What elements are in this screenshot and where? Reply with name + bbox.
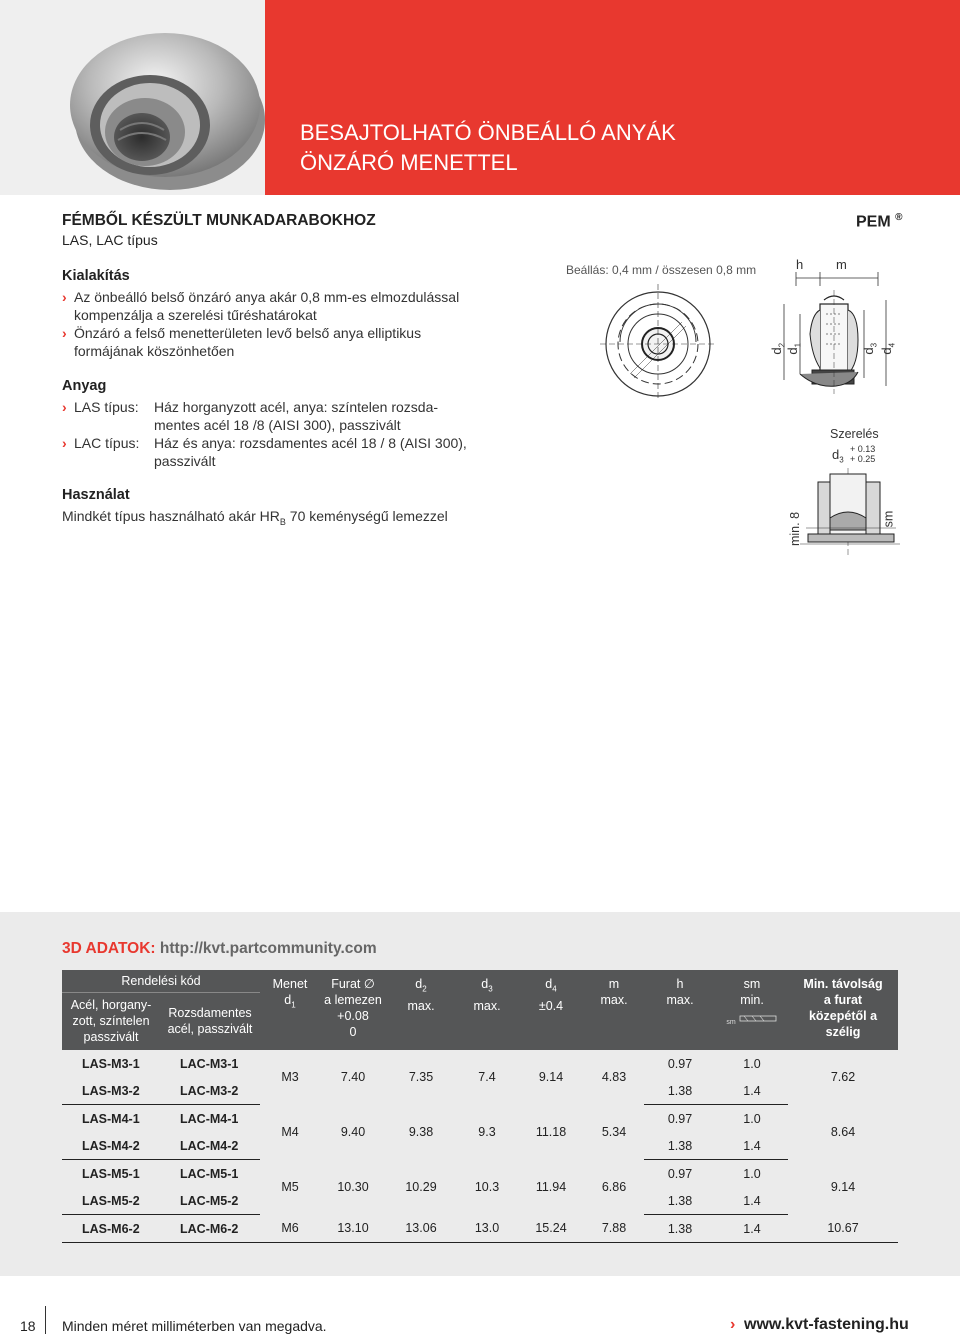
cell-las-code: LAS-M6-2 <box>62 1215 160 1243</box>
header-dist-3: közepétől a <box>808 1009 878 1023</box>
header-d3-sub: 3 <box>488 984 493 994</box>
list-item-text-cont: kompenzálja a szerelési tűréshatárokat <box>74 307 317 323</box>
cell-d3: 7.4 <box>478 1070 496 1085</box>
header-steel-2: zott, színtelen <box>72 1014 150 1029</box>
cell-d3: 13.0 <box>456 1215 518 1243</box>
cell-d4: 15.24 <box>518 1215 584 1243</box>
cell-m: 4.83 <box>601 1070 627 1085</box>
cell-min-distance: 10.67 <box>788 1215 898 1243</box>
cell-lac-code: LAC-M4-2 <box>160 1132 260 1160</box>
nut-section-drawing <box>760 270 900 400</box>
section-heading-kialakitas: Kialakítás <box>62 268 130 284</box>
install-d3-sub: 3 <box>839 455 844 465</box>
hasznalat-text <box>62 507 448 531</box>
cell-las-code: LAS-M5-2 <box>62 1187 160 1215</box>
header-menet-d-text: d <box>284 993 292 1007</box>
lac-text: Ház és anya: rozsdamentes acél 18 / 8 (AISI 300), <box>154 435 467 451</box>
table-row <box>62 1050 898 1077</box>
list-item <box>62 288 459 306</box>
footer-website-link[interactable] <box>730 1316 909 1334</box>
hasznalat-text-pre: Mindkét típus használható akár HR <box>62 508 280 524</box>
dim-d4-label <box>879 343 897 355</box>
header-steel-1: Acél, horgany- <box>70 998 152 1013</box>
bullet-arrow-icon: › <box>62 325 67 341</box>
cell-d3: 9.3 <box>478 1125 496 1139</box>
arrow-icon: › <box>730 1316 736 1333</box>
cell-las-code: LAS-M5-1 <box>82 1166 140 1181</box>
cell-sm: 1.4 <box>716 1077 788 1105</box>
header-furat <box>320 970 386 1050</box>
cell-sm: 1.0 <box>743 1111 761 1126</box>
cell-lac-code: LAC-M4-1 <box>180 1111 239 1126</box>
3d-data-url[interactable]: http://kvt.partcommunity.com <box>159 940 377 957</box>
dim-d1-sub: 1 <box>793 342 803 348</box>
cell-h: 0.97 <box>667 1111 693 1126</box>
cell-menet: M3 <box>281 1070 299 1085</box>
header-stainless-1: Rozsdamentes <box>168 1006 252 1021</box>
las-label: LAS típus: <box>74 399 139 415</box>
header-stainless-2: acél, passzivált <box>167 1022 253 1037</box>
list-item <box>62 434 542 452</box>
list-item <box>62 398 542 416</box>
cell-lac-code: LAC-M3-2 <box>160 1077 260 1105</box>
cell-sm: 1.4 <box>716 1187 788 1215</box>
header-sm-min: min. <box>740 993 764 1007</box>
header-dist-4: szélig <box>825 1025 861 1039</box>
cell-las-code: LAS-M4-1 <box>82 1111 140 1126</box>
document-title: FÉMBŐL KÉSZÜLT MUNKADARABOKHOZ <box>62 212 376 229</box>
self-clinching-nut-image <box>0 0 265 195</box>
bullet-arrow-icon: › <box>62 399 67 415</box>
cell-d3: 10.3 <box>474 1180 500 1194</box>
list-item-text: Az önbeálló belső önzáró anya akár 0,8 mm-es elmozdulással <box>74 289 460 305</box>
header-h <box>644 970 716 1050</box>
header-d2-sub: 2 <box>422 984 427 994</box>
bullet-arrow-icon: › <box>62 289 67 305</box>
cell-furat: 13.10 <box>320 1215 386 1243</box>
brand-name: PEM <box>856 213 891 231</box>
installation-label: Szerelés <box>830 427 879 441</box>
table-row <box>62 1160 898 1188</box>
cell-menet: M6 <box>260 1215 320 1243</box>
dim-d2-label <box>769 343 787 355</box>
cell-d2: 9.38 <box>408 1125 434 1139</box>
product-photo <box>0 0 265 195</box>
header-d2-max: max. <box>407 998 435 1013</box>
footer-url-text[interactable]: www.kvt-fastening.hu <box>744 1316 909 1333</box>
cell-las-code: LAS-M4-2 <box>62 1132 160 1160</box>
header-steel <box>62 992 160 1050</box>
header-menet-label: Menet <box>272 977 308 991</box>
spec-table-body <box>62 1050 898 1243</box>
header-d2-text: d <box>415 977 423 991</box>
header-furat-1: Furat ∅ <box>331 977 375 991</box>
cell-furat: 9.40 <box>340 1125 366 1139</box>
dim-d1-label <box>785 343 803 355</box>
header-steel-3: passzivált <box>83 1030 139 1045</box>
header-order-code: Rendelési kód <box>62 970 260 992</box>
document-subtitle: LAS, LAC típus <box>62 232 158 248</box>
header-sm <box>716 970 788 1050</box>
cell-las-code: LAS-M3-1 <box>82 1056 140 1071</box>
kialakitas-list <box>62 288 459 360</box>
header-furat-4: 0 <box>349 1025 357 1039</box>
cell-h: 0.97 <box>667 1056 693 1071</box>
header-d3-text: d <box>481 977 489 991</box>
cell-sm: 1.4 <box>716 1132 788 1160</box>
cell-d2: 7.35 <box>408 1070 434 1085</box>
page-title <box>300 118 676 178</box>
3d-data-label: 3D ADATOK: <box>62 940 156 957</box>
sm-symbol-icon <box>716 1014 788 1031</box>
header-d3-max: max. <box>473 998 501 1013</box>
title-line-2: ÖNZÁRÓ MENETTEL <box>300 150 518 175</box>
header-menet-d <box>260 992 320 1014</box>
bullet-arrow-icon: › <box>62 435 67 451</box>
header-d4-text: d <box>545 977 553 991</box>
header-min-distance <box>788 970 898 1050</box>
list-item-text: Önzáró a felső menetterületen levő belső anya elliptikus <box>74 325 422 341</box>
table-row <box>62 1215 898 1243</box>
cell-las-code: LAS-M3-2 <box>62 1077 160 1105</box>
header-stainless <box>160 992 260 1050</box>
cell-furat: 7.40 <box>340 1070 366 1085</box>
cell-menet: M4 <box>281 1125 299 1139</box>
cell-min-distance: 7.62 <box>830 1070 856 1085</box>
header-m-max: max. <box>600 993 628 1007</box>
cell-sm: 1.0 <box>743 1056 761 1071</box>
header-d4-sub: 4 <box>552 984 557 994</box>
cell-m: 7.88 <box>584 1215 644 1243</box>
cell-lac-code: LAC-M3-1 <box>180 1056 239 1071</box>
header-d4 <box>518 970 584 1050</box>
list-item-text-cont: formájának köszönhetően <box>74 343 235 359</box>
install-tolerance <box>850 444 875 464</box>
tol-minus: + 0.25 <box>850 454 876 464</box>
dim-h-label: h <box>796 257 804 272</box>
section-heading-anyag: Anyag <box>62 378 107 394</box>
las-text: Ház horganyzott acél, anya: színtelen rozsda- <box>154 399 439 415</box>
min-8-label: min. 8 <box>788 511 803 547</box>
dim-d1-text: d <box>785 347 801 355</box>
sm-symbol-text: sm <box>726 1019 736 1026</box>
list-item <box>62 324 459 342</box>
header-h-max: max. <box>666 993 694 1007</box>
anyag-list <box>62 398 542 470</box>
cell-h: 1.38 <box>644 1187 716 1215</box>
sheet-thickness-icon <box>738 1014 778 1024</box>
title-line-1: BESAJTOLHATÓ ÖNBEÁLLÓ ANYÁK <box>300 120 676 145</box>
cell-m: 5.34 <box>601 1125 627 1139</box>
las-text-cont: mentes acél 18 /8 (AISI 300), passzivált <box>154 417 401 433</box>
sm-label: sm <box>881 510 896 528</box>
header-d2 <box>386 970 456 1050</box>
header-furat-3: +0.08 <box>337 1009 369 1023</box>
lac-label: LAC típus: <box>74 435 140 451</box>
cell-lac-code: LAC-M6-2 <box>160 1215 260 1243</box>
3d-data-link[interactable] <box>62 940 377 958</box>
dim-d3-sub: 3 <box>869 342 879 348</box>
cell-d4: 11.94 <box>535 1180 567 1194</box>
header-d4-tol: ±0.4 <box>538 998 564 1013</box>
header-m <box>584 970 644 1050</box>
brand-label <box>856 212 903 231</box>
cell-lac-code: LAC-M5-2 <box>160 1187 260 1215</box>
cell-d2: 10.29 <box>405 1180 437 1194</box>
page-number: 18 <box>20 1318 36 1334</box>
cell-min-distance: 8.64 <box>830 1125 856 1139</box>
spec-table <box>62 970 898 1243</box>
install-d3-label <box>832 447 844 465</box>
cell-h: 1.38 <box>644 1077 716 1105</box>
dim-m-label: m <box>836 257 847 272</box>
cell-m: 6.86 <box>601 1180 627 1194</box>
header-m-text: m <box>608 977 620 991</box>
tol-plus: + 0.13 <box>850 444 876 454</box>
cell-sm: 1.4 <box>716 1215 788 1243</box>
cell-lac-code: LAC-M5-1 <box>180 1166 239 1181</box>
hasznalat-sub: B <box>279 516 286 527</box>
footer-note: Minden méret milliméterben van megadva. <box>62 1318 327 1334</box>
dim-d3-label <box>861 343 879 355</box>
cell-h: 1.38 <box>644 1215 716 1243</box>
dim-d3-text: d <box>861 347 877 355</box>
cell-min-distance: 9.14 <box>830 1180 856 1194</box>
section-heading-hasznalat: Használat <box>62 487 130 503</box>
dim-d2-text: d <box>769 347 785 355</box>
header-dist-1: Min. távolság <box>803 977 883 991</box>
header-d3 <box>456 970 518 1050</box>
header-menet <box>260 970 320 1050</box>
registered-mark: ® <box>895 212 903 223</box>
cell-d4: 9.14 <box>538 1070 564 1085</box>
nut-top-view-drawing <box>600 282 720 402</box>
header-furat-2: a lemezen <box>324 993 382 1007</box>
hasznalat-text-post: 70 keménységű lemezzel <box>285 508 448 524</box>
dim-d4-text: d <box>879 347 895 355</box>
adjustment-label: Beállás: 0,4 mm / összesen 0,8 mm <box>566 263 757 277</box>
header-h-text: h <box>676 977 684 991</box>
footer-divider <box>45 1306 46 1334</box>
header-dist-2: a furat <box>823 993 863 1007</box>
cell-menet: M5 <box>281 1180 299 1194</box>
cell-h: 0.97 <box>667 1166 693 1181</box>
header-sm-text: sm <box>743 977 761 991</box>
install-d3-text: d <box>832 447 840 462</box>
dim-d2-sub: 2 <box>777 342 787 348</box>
dim-d4-sub: 4 <box>887 342 897 348</box>
cell-sm: 1.0 <box>743 1166 761 1181</box>
header-menet-sub: 1 <box>291 1000 296 1010</box>
cell-furat: 10.30 <box>337 1180 369 1194</box>
table-row <box>62 1105 898 1133</box>
cell-d4: 11.18 <box>535 1125 567 1139</box>
cell-d2: 13.06 <box>386 1215 456 1243</box>
lac-text-cont: passzivált <box>154 453 216 469</box>
cell-h: 1.38 <box>644 1132 716 1160</box>
